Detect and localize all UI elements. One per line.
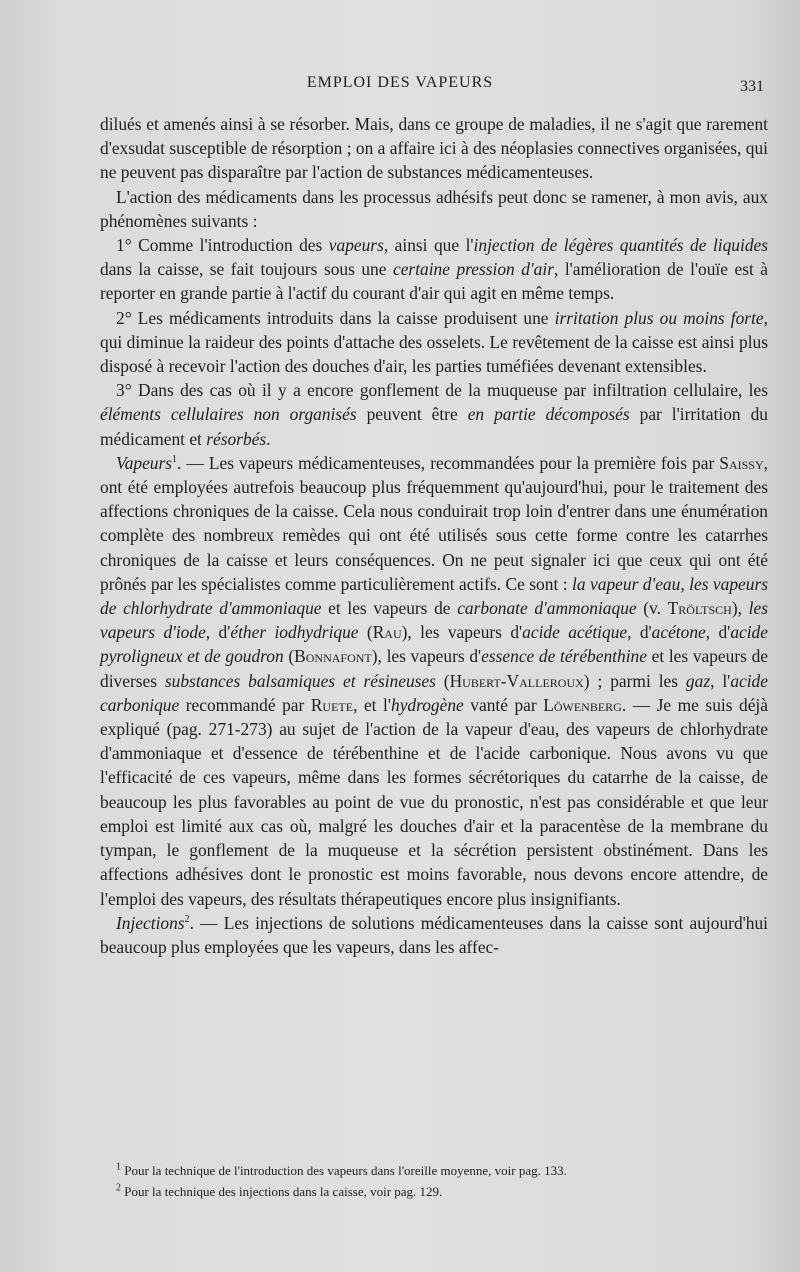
text-span: , d'	[205, 622, 231, 643]
emphasis: acide carbonique	[100, 670, 768, 715]
text-span: ), les vapeurs d'	[371, 646, 482, 667]
footnote-mark: 1	[116, 1161, 121, 1173]
text-span: dans la caisse, se fait toujours sous une	[100, 259, 393, 280]
footnote-ref-1: 1	[172, 454, 178, 466]
emphasis: acide acétique	[522, 622, 628, 643]
text-span: 2° Les médicaments introduits dans la caisse produisent une	[116, 307, 555, 328]
paragraph-2: L'action des médicaments dans les processus adhésifs peut donc se ramener, à mon avis, aux phénomènes suivants :	[100, 186, 768, 231]
footnote-mark: 2	[116, 1182, 121, 1194]
text-span: 1° Comme l'introduction des	[116, 235, 329, 256]
paragraph-6	[100, 451, 768, 911]
paragraph-1: dilués et amenés ainsi à se résorber. Mais, dans ce groupe de maladies, il ne s'agit que rarement d'exsudat susceptible de résorption ; on a affaire ici à des néoplasies connectives organisées, qui ne peuvent pas disparaître par l'action de substances médicamenteuses.	[100, 114, 768, 183]
emphasis: essence de térébenthine	[481, 646, 647, 667]
section-heading-vapeurs: Vapeurs	[116, 452, 173, 473]
emphasis: acide pyroligneux et de goudron	[100, 622, 768, 667]
emphasis: résorbés	[206, 428, 267, 449]
emphasis: en partie décomposés	[467, 404, 630, 425]
footnote-1	[116, 1160, 766, 1181]
text-span: . — Les vapeurs médicamenteuses, recommandées pour la première fois par	[177, 452, 720, 473]
footnote-ref-2: 2	[184, 913, 190, 925]
text-span: , d'	[705, 622, 731, 643]
footnote-text: Pour la technique de l'introduction des vapeurs dans l'oreille moyenne, voir pag. 133.	[124, 1163, 567, 1178]
emphasis: substances balsamiques et résineuses	[164, 670, 436, 691]
paragraph-5	[100, 378, 768, 451]
author-name: Ruete	[310, 694, 354, 715]
text-span: peuvent être	[356, 404, 468, 425]
author-name: Saissy	[719, 452, 764, 473]
emphasis: vapeurs	[328, 235, 384, 256]
emphasis: la vapeur d'eau, les vapeurs de chlorhydrate d'ammoniaque	[100, 573, 768, 619]
text-span: . — Les injections de solutions médicamenteuses dans la caisse sont aujourd'hui beaucoup plus employées que les vapeurs, dans les affec-	[100, 912, 768, 957]
section-heading-injections: Injections	[116, 912, 185, 933]
text-span: , l'amélioration de l'ouïe est à reporter en grande partie à l'actif du courant d'air qui agit en même temps.	[100, 259, 769, 304]
paragraph-4	[100, 306, 768, 379]
author-name: Löwenberg	[543, 694, 622, 715]
running-title: EMPLOI DES VAPEURS	[306, 74, 494, 91]
text-span: ),	[731, 598, 749, 619]
text-span: , l'	[710, 670, 731, 691]
text-span: ) ; parmi les	[583, 670, 686, 691]
footnote-2	[116, 1181, 766, 1202]
text-span: (	[358, 622, 373, 643]
text-span: , ont été employées autrefois beaucoup plus fréquemment qu'aujourd'hui, pour le traitement des affections chroniques de la caisse. Cela nous conduirait trop loin d'entrer dans une énumération complète des nombreux remèdes qui ont été utilisés sous cette forme contre les catarrhes chroniques de la caisse et leurs conséquences. On ne peut signaler ici que ceux qui ont été prônés par les spécialistes comme particulièrement actifs. Ce sont :	[100, 452, 768, 594]
footnotes	[116, 1160, 766, 1202]
paragraph-7	[100, 911, 768, 959]
emphasis: éléments cellulaires non organisés	[100, 404, 357, 425]
text-span: .	[266, 428, 271, 449]
emphasis: les vapeurs d'iode	[100, 598, 768, 643]
text-span: , qui diminue la raideur des points d'attache des osselets. Le revêtement de la caisse est ainsi plus disposé à recevoir l'action des douches d'air, les parties tuméfiées devenant extensibles.	[100, 307, 768, 377]
paragraph-3	[100, 233, 768, 306]
emphasis: irritation plus ou moins forte	[554, 307, 764, 328]
emphasis: gaz	[685, 670, 711, 691]
emphasis: injection de légères quantités de liquides	[473, 235, 769, 256]
text-span: vanté par	[463, 694, 544, 715]
text-span: (	[435, 670, 450, 691]
page-number: 331	[740, 78, 764, 95]
emphasis: éther iodhydrique	[230, 622, 359, 643]
emphasis: hydrogène	[391, 694, 464, 715]
text-span: et les vapeurs de	[321, 598, 458, 619]
text-span: recommandé par	[179, 694, 311, 715]
text-span: 3° Dans des cas où il y a encore gonflement de la muqueuse par infiltration cellulaire, les	[116, 380, 768, 401]
text-span: et les vapeurs de diverses	[100, 646, 768, 691]
text-span: (v.	[636, 598, 668, 619]
page-header	[0, 74, 800, 102]
author-name: Bonnafont	[294, 646, 372, 667]
author-name: Rau	[372, 622, 402, 643]
footnote-text: Pour la technique des injections dans la caisse, voir pag. 129.	[124, 1184, 443, 1199]
emphasis: carbonate d'ammoniaque	[457, 598, 637, 619]
text-span: . — Je me suis déjà expliqué (pag. 271-273) au sujet de l'action de la vapeur d'eau, des vapeurs de chlorhydrate d'ammoniaque et d'essence de térébenthine et de l'acide carbonique. Nous avons vu que l'efficacité de ces vapeurs, même dans les formes sécrétoriques du catarrhe de la caisse, de beaucoup les plus favorables au point de vue du pronostic, n'est pas considérable et que leur emploi est limité aux cas où, malgré les douches d'air et la paracentèse de la membrane du tympan, le gonflement de la muqueuse et la sécrétion persistent obstinément. Dans les affections adhésives dont le pronostic est moins favorable, nous devons encore attendre, de l'emploi des vapeurs, des résultats thérapeutiques encore plus insignifiants.	[100, 694, 768, 909]
body-text	[100, 112, 768, 959]
author-name: Hubert-Valleroux	[449, 670, 584, 691]
emphasis: certaine pression d'air	[392, 259, 554, 280]
text-span: , et l'	[353, 694, 391, 715]
text-span: (	[283, 646, 295, 667]
text-span: par l'irritation du médicament et	[100, 404, 768, 449]
text-span: , d'	[627, 622, 652, 643]
text-span: ), les vapeurs d'	[401, 622, 523, 643]
author-name: Tröltsch	[667, 598, 732, 619]
emphasis: acétone	[651, 622, 706, 643]
text-span: , ainsi que l'	[383, 235, 474, 256]
